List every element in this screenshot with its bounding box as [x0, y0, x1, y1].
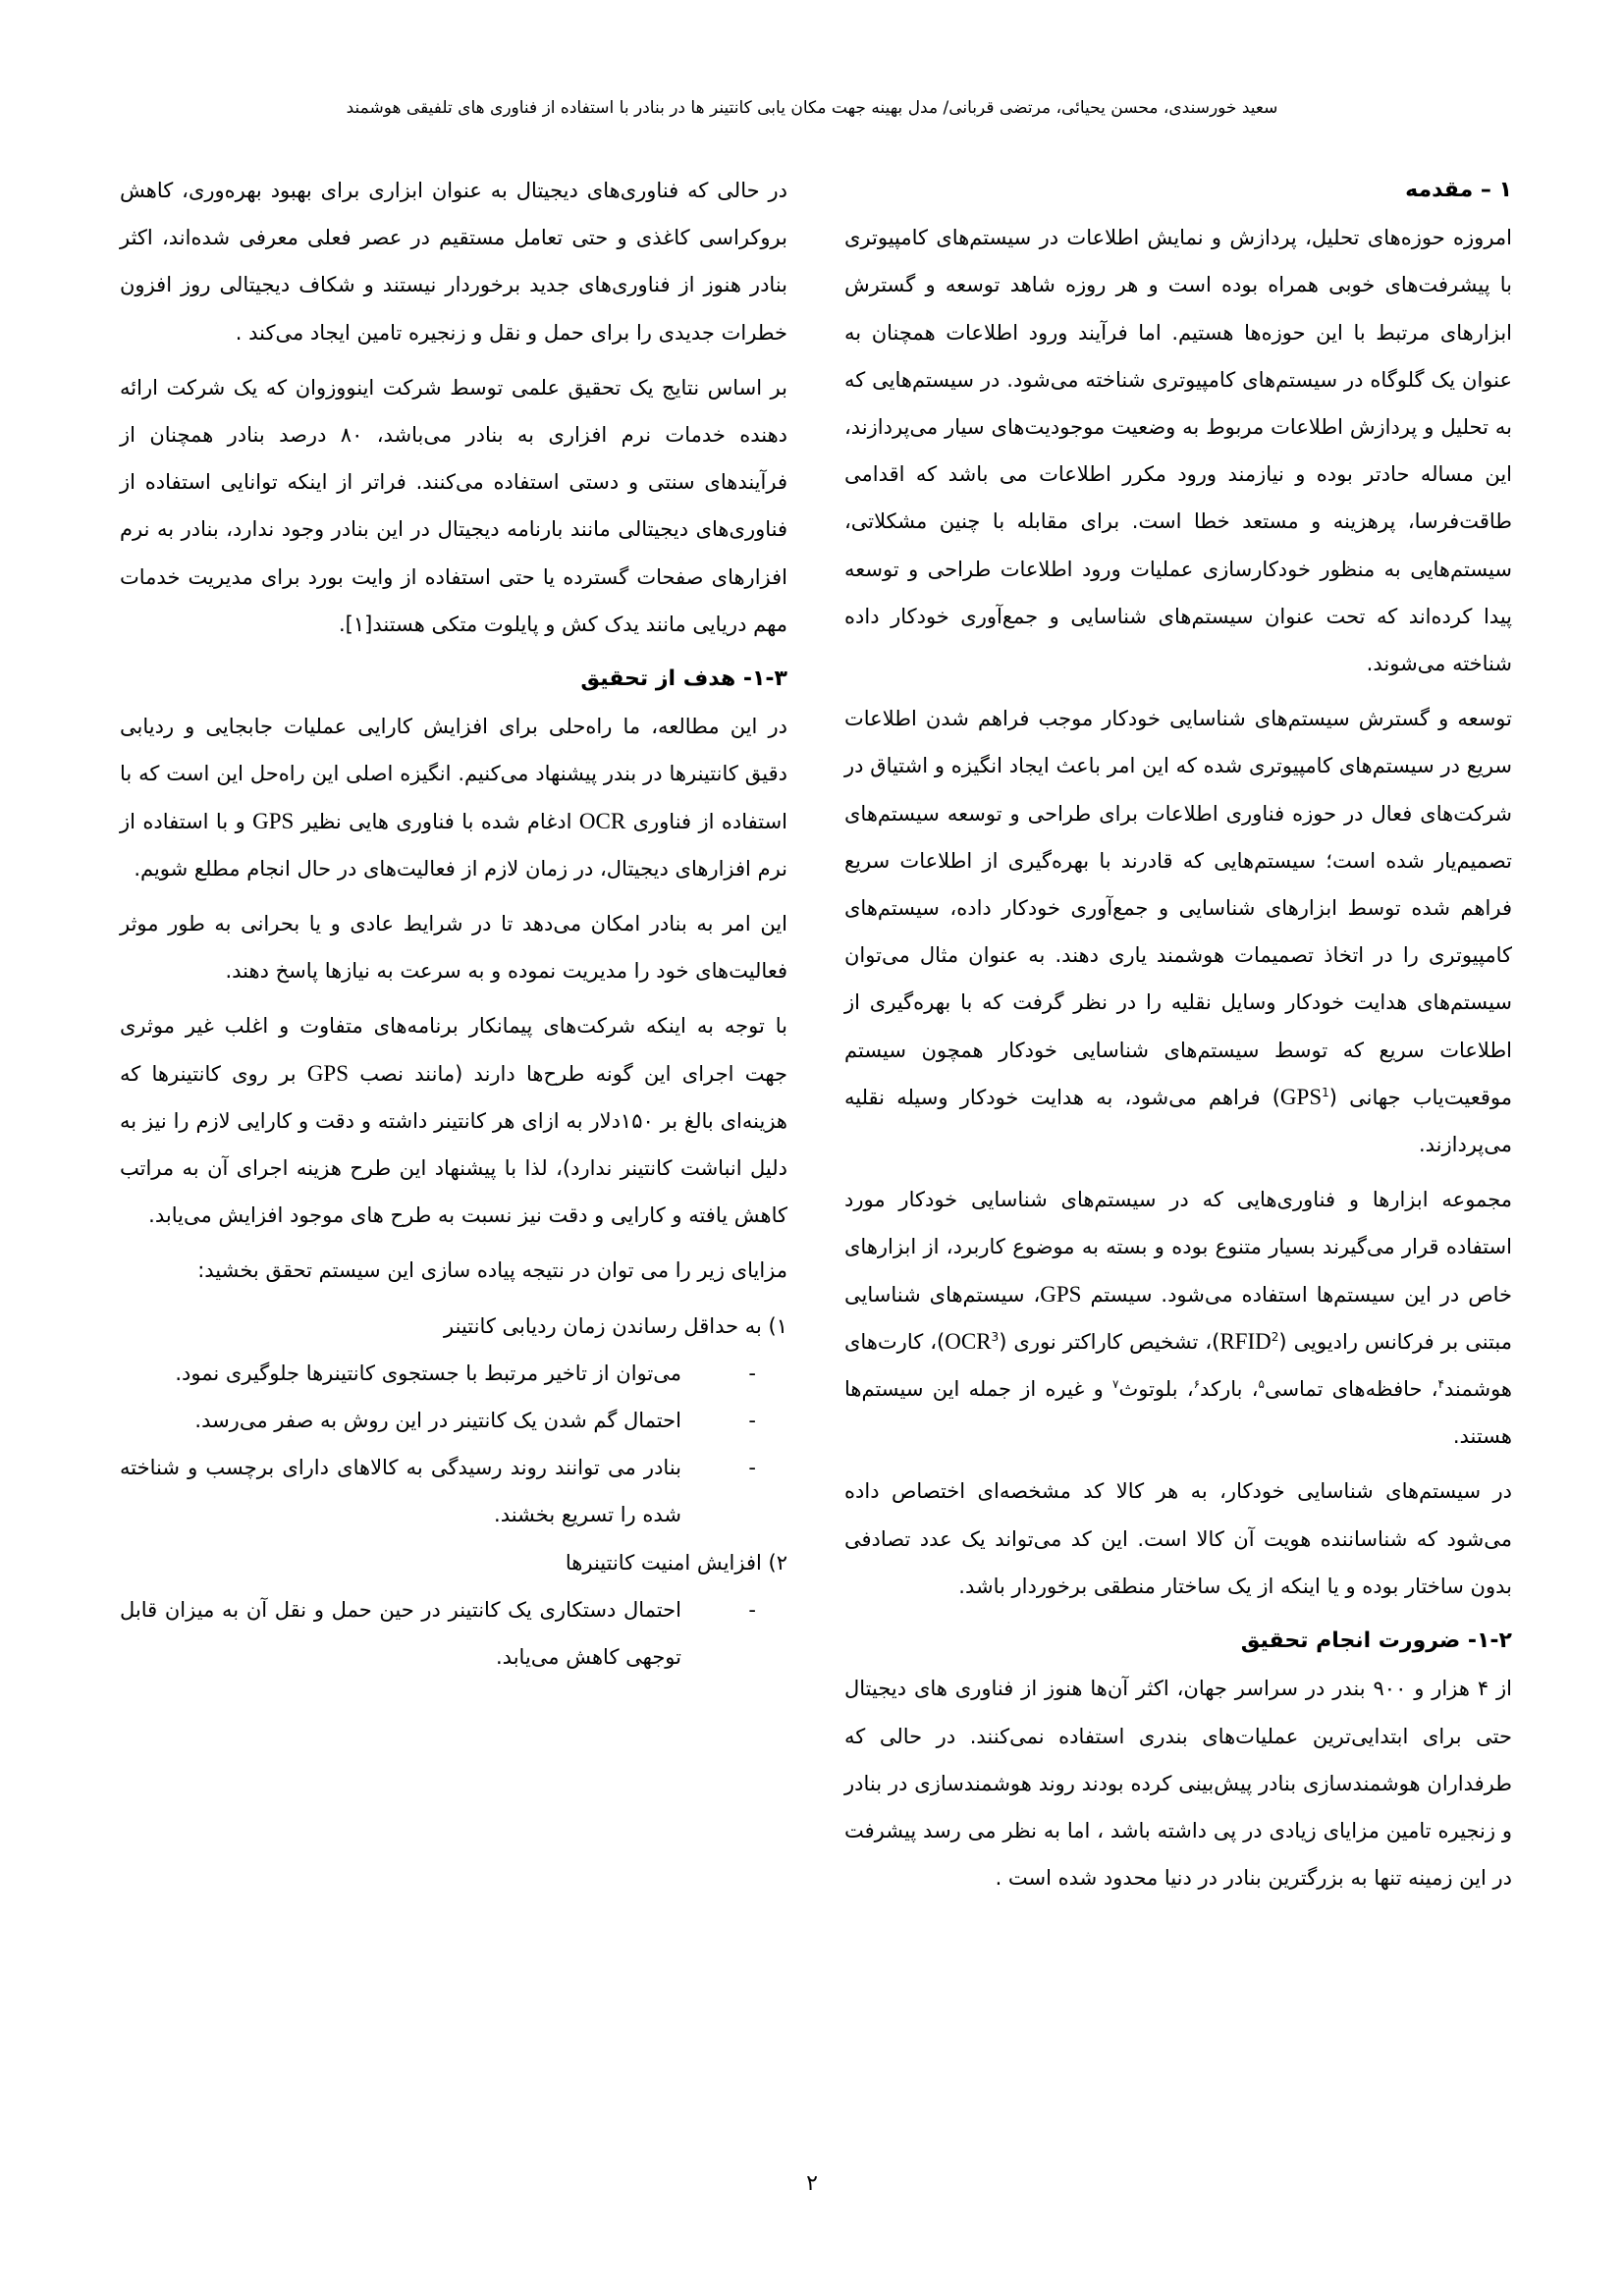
paragraph: در سیستم‌های شناسایی خودکار، به هر کالا کد مشخصه‌ای اختصاص داده می‌شود که شناساننده هویت آن کالا است. این کد می‌تواند یک عدد تصادفی بدون ساختار بوده و یا اینکه از یک ساختار منطقی برخوردار باشد.: [844, 1479, 1512, 1598]
bullet-dash-icon: -: [748, 1456, 756, 1480]
bullet-dash-icon: -: [748, 1597, 756, 1622]
page-number: ۲: [806, 2171, 818, 2196]
footnote-ref: ۴: [1437, 1377, 1444, 1392]
list-item: - احتمال دستکاری یک کانتینر در حین حمل و نقل آن به میزان قابل توجهی کاهش می‌یابد.: [120, 1586, 787, 1681]
term-gps: GPS: [252, 808, 295, 833]
term-ocr: OCR: [578, 808, 626, 833]
paragraph: امروزه حوزه‌های تحلیل، پردازش و نمایش اطلاعات در سیستم‌های کامپیوتری با پیشرفت‌های خوبی همراه بوده است و هر روزه شاهد توسعه و گسترش ابزارهای مرتبط با این حوزه‌ها هستیم. اما فرآیند ورود اطلاعات همچنان به عنوان یک گلوگاه در سیستم‌های کامپیوتری شناخته می‌شود. در سیستم‌هایی که به تحلیل و پردازش اطلاعات مربوط به وضعیت موجودیت‌های سیار می‌پردازند، این مساله حادتر بوده و نیازمند ورود مکرر اطلاعات می باشد که اقدامی طاقت‌فرسا، پرهزینه و مستعد خطا است. برای مقابله با چنین مشکلاتی، سیستم‌هایی به منظور خودکارسازی عملیات ورود اطلاعات طراحی و توسعه پیدا کرده‌اند که تحت عنوان سیستم‌های شناسایی و جمع‌آوری خودکار داده شناخته می‌شوند.: [844, 226, 1512, 676]
term-rfid: RFID: [1219, 1328, 1272, 1354]
benefits-list: [120, 1303, 787, 1682]
paragraph: در این مطالعه، ما راه‌حلی برای افزایش کارایی عملیات جابجایی و ردیابی دقیق کانتینرها در بندر پیشنهاد می‌کنیم. انگیزه اصلی این راه‌حل این است که با استفاده از فناوری OCR ادغام شده با فناوری هایی نظیر GPS و با استفاده از نرم افزارهای دیجیتال، در زمان لازم از فعالیت‌های در حال انجام مطلع شویم.: [120, 715, 788, 881]
footnote-ref: 2: [1271, 1329, 1279, 1344]
footnote-ref: 1: [1322, 1085, 1329, 1099]
term-gps: GPS: [306, 1060, 350, 1086]
right-column: [844, 167, 1512, 1909]
paragraph: توسعه و گسترش سیستم‌های شناسایی خودکار موجب فراهم شدن اطلاعات سریع در سیستم‌های کامپیوتری شده که این امر باعث ایجاد انگیزه و اشتیاق در شرکت‌های فعال در حوزه فناوری اطلاعات برای طراحی و توسعه سیستم‌های تصمیم‌یار شده است؛ سیستم‌هایی که قادرند با بهره‌گیری از اطلاعات سریع فراهم شده توسط ابزارهای شناسایی و جمع‌آوری خودکار داده، سیستم‌های کامپیوتری را در اتخاذ تصمیمات هوشمند یاری دهند. به عنوان مثال می‌توان سیستم‌های هدایت خودکار وسایل نقلیه را در نظر گرفت که با بهره‌گیری از اطلاعات سریع که توسط سیستم‌های شناسایی خودکار همچون سیستم موقعیت‌یاب جهانی (GPS$^1$) فراهم می‌شود، به هدایت خودکار وسیله نقلیه می‌پردازند.: [844, 707, 1512, 1157]
list-title: ۱) به حداقل رساندن زمان ردیابی کانتینر: [444, 1313, 787, 1338]
paragraph: این امر به بنادر امکان می‌دهد تا در شرایط عادی و یا بحرانی به طور موثر فعالیت‌های خود را مدیریت نموده و به سرعت به نیازها پاسخ دهند.: [120, 912, 787, 984]
left-column: [120, 167, 787, 1681]
running-header: سعید خورسندی، محسن یحیائی، مرتضی قربانی/ مدل بهینه جهت مکان یابی کانتینر ها در بنادر با استفاده از فناوری های تلفیقی هوشمند: [346, 98, 1278, 118]
list-item: - می‌توان از تاخیر مرتبط با جستجوی کانتینرها جلوگیری نمود.: [120, 1350, 787, 1397]
footnote-ref: 3: [991, 1329, 1000, 1344]
section-heading-necessity: ۱-۲- ضرورت انجام تحقیق: [1240, 1629, 1512, 1654]
footnote-ref: ۵: [1258, 1377, 1265, 1392]
term-ocr: OCR: [945, 1328, 992, 1354]
paragraph: از ۴ هزار و ۹۰۰ بندر در سراسر جهان، اکثر آن‌ها هنوز از فناوری های دیجیتال حتی برای ابتدایی‌ترین عملیات‌های بندری استفاده نمی‌کنند. در حالی که طرفداران هوشمندسازی بنادر پیش‌بینی کرده بودند روند هوشمندسازی در بنادر و زنجیره تامین مزایای زیادی در پی داشته باشد ، اما به نظر می رسد پیشرفت در این زمینه تنها به بزرگترین بنادر در دنیا محدود شده است .: [844, 1677, 1512, 1891]
section-heading-introduction: ۱ – مقدمه: [1405, 178, 1512, 202]
paragraph: مجموعه ابزارها و فناوری‌هایی که در سیستم‌های شناسایی خودکار مورد استفاده قرار می‌گیرند بسیار متنوع بوده و بسته به موضوع کاربرد، از ابزارهای خاص در این سیستم‌ها استفاده می‌شود. سیستم GPS، سیستم‌های شناسایی مبتنی بر فرکانس رادیویی (RFID$^2$)، تشخیص کاراکتر نوری (OCR$^3$)، کارت‌های هوشمند$^۴$، حافظه‌های تماسی$^۵$، بارکد$^۶$، بلوتوث$^۷$ و غیره از جمله این سیستم‌ها هستند.: [844, 1188, 1512, 1449]
list-item: - بنادر می توانند روند رسیدگی به کالاهای دارای برچسب و شناخته شده را تسریع بخشند.: [120, 1444, 787, 1538]
footnote-ref: ۶: [1193, 1377, 1201, 1392]
paragraph: بر اساس نتایج یک تحقیق علمی توسط شرکت اینووزوان که یک شرکت ارائه دهنده خدمات نرم افزاری به بنادر می‌باشد، ۸۰ درصد بنادر همچنان از فرآیندهای سنتی و دستی استفاده می‌کنند. فراتر از اینکه توانایی استفاده از فناوری‌های دیجیتالی مانند بارنامه دیجیتال در این بنادر وجود ندارد، بنادر به نرم افزارهای صفحات گسترده یا حتی استفاده از وایت بورد برای مدیریت خدمات مهم دریایی مانند یدک کش و پایلوت متکی هستند[۱].: [120, 375, 788, 636]
list-title: ۲) افزایش امنیت کانتینرها: [565, 1550, 787, 1575]
paragraph: با توجه به اینکه شرکت‌های پیمانکار برنامه‌های متفاوت و اغلب غیر موثری جهت اجرای این گونه طرح‌ها دارند (مانند نصب GPS بر روی کانتینرها که هزینه‌ای بالغ بر ۱۵۰دلار به ازای هر کانتینر داشته و دقت و کارایی لازم را نیز به دلیل انباشت کانتینر ندارد)، لذا با پیشنهاد این طرح هزینه اجرای آن به مراتب کاهش یافته و کارایی و دقت نیز نسبت به طرح های موجود افزایش می‌یابد.: [120, 1014, 788, 1228]
paragraph: در حالی که فناوری‌های دیجیتال به عنوان ابزاری برای بهبود بهره‌وری، کاهش بروکراسی کاغذی و حتی تعامل مستقیم در عصر فعلی معرفی شده‌اند، اکثر بنادر هنوز از فناوری‌های جدید برخوردار نیستند و شکاف دیجیتالی روز افزون خطرات جدیدی را برای حمل و نقل و زنجیره تامین ایجاد می‌کند .: [120, 179, 787, 345]
section-heading-objective: ۱-۳- هدف از تحقیق: [580, 667, 787, 692]
paragraph: مزایای زیر را می توان در نتیجه پیاده سازی این سیستم تحقق بخشید:: [197, 1258, 787, 1283]
term-gps: GPS: [1279, 1084, 1323, 1109]
footnote-ref: ۷: [1112, 1377, 1119, 1392]
bullet-dash-icon: -: [748, 1361, 756, 1385]
list-item: - احتمال گم شدن یک کانتینر در این روش به صفر می‌رسد.: [120, 1397, 787, 1444]
bullet-dash-icon: -: [748, 1409, 756, 1433]
term-gps: GPS: [1040, 1281, 1082, 1307]
